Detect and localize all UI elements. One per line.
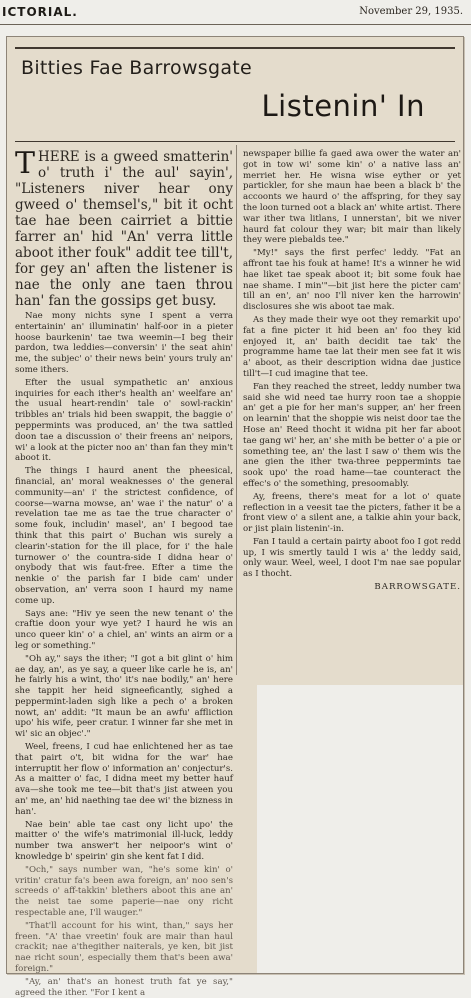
masthead — [0, 0, 471, 25]
paragraph: "Ay, an' that's an honest truth fat ye say," agreed the ither. "For I kent a — [15, 976, 233, 998]
paragraph: "That'll account for his wint, than," says her freen. "A' thae vreetin' fouk are mair than haul crackit; nae a'thegither naiterals, ye ken, bit jist nae richt soun', especially them that's been awa' foreign." — [15, 920, 233, 975]
paragraph: newspaper billie fa gaed awa ower the water an' got in tow wi' some kin' o' a native lass an' merriet her. He wisna wise eyther or yet partickler, for she maun hae been a black b' the accoonts we haurd o' the affspring, for they say the loon turned oot a black an' white artist. There war ither twa litlans, I unnerstan', bit we niver haurd fat colour they war; bit mair than likely they were piebalds tee." — [243, 149, 461, 246]
paragraph: Says ane: "Hiv ye seen the new tenant o' the craftie doon your wye yet? I haurd he wis an unco queer kin' o' a chiel, an' wints an airm or a leg or something." — [15, 608, 233, 651]
section-name: ICTORIAL. — [2, 5, 78, 19]
paragraph: As they made their wye oot they remarkit upo' fat a fine picter it hid been an' foo they kid enjoyed it, an' baith decidit tae tak' the programme hame tae lat their men see fat it wis a' aboot, as their description widna dae justice till't—I cud imagine that tee. — [243, 314, 461, 379]
paragraph: The things I haurd anent the pheesical, financial, an' moral weaknesses o' the general community—an' i' the strictest confidence, of coorse—warna mowse, an' wae i' the natur' o' a revelation tae me as tae the true character o' some fouk, includin' masel', an' I begood tae think that this pairt o' Buchan wis surely a clearin'-station for the ill place, for i' the hale turnower o' the countra-side I didna hear o' onybody that wis faut-free. Efter a time the nenkie o' the parish far I bide cam' under observation, an' verra soon I haurd my name come up. — [15, 466, 233, 606]
article-kicker: Bitties Fae Barrowsgate — [21, 57, 253, 79]
column-divider — [236, 145, 237, 675]
column-right — [243, 149, 461, 677]
paragraph: Nae bein' able tae cast ony licht upo' the maitter o' the wife's matrimonial ill-luck, leddy number twa answer't her neipoor's wint o' knowledge b' speirin' gin she kent fat I did. — [15, 819, 233, 863]
column-left — [15, 146, 234, 998]
author-signature: BARROWSGATE. — [374, 582, 461, 593]
paragraph: "Och," says number wan, "he's some kin' o' vritin' cratur fa's been awa foreign, an' noo sen's screeds o' aff-takkin' blethers aboot this ane an' the neist tae some paperie—nae ony richt respectable ane, I'll wauger." — [15, 864, 233, 919]
paragraph: Fan I tauld a certain pairty aboot foo I got redd up, I wis smertly tauld I wis a' the leddy said, only waur. Weel, weel, I doot I'm nae sae popular as I thocht. — [243, 536, 461, 580]
paragraph: "Oh ay," says the ither; "I got a bit glint o' him ae day, an', as ye say, a queer like carle he is, an' he fairly his a wint, tho' it's nae bodily," an' here she tappit her heid signeeficantly, sighed a peppermint-laden sigh like a pech o' a broken nowt, an' addit: "It maun be an awfu' affliction upo' his wife, peer cratur. I winner far she met in wi' sic an objec'." — [15, 653, 233, 740]
lead-text: HERE is a gweed smatterin' o' truth i' the aul' sayin', "Listeners niver hear ony gweed o' themsel's," bit it ocht tae hae been cairriet a bittie farrer an' hid "An' verra little aboot ither fouk" addit tee till't, for gey an' aften the listener is nae the only ane taen throu han' fan the gossips get busy. — [15, 149, 233, 309]
clipping-cutout — [257, 685, 463, 973]
lead-paragraph — [15, 146, 233, 309]
title-box — [15, 47, 455, 142]
drop-cap: T — [15, 146, 36, 181]
paragraph: Nae mony nichts syne I spent a verra entertainin' an' illuminatin' half-oor in a pieter hoose baurkenin' tae twa weemin—I beg their pardon, twa leddies—conversin' i' the seat ahin' me, the subjec' o' their news bein' yours truly an' some ithers. — [15, 311, 233, 375]
paragraph: Weel, freens, I cud hae enlichtened her as tae that pairt o't, bit widna for the war' hae interruptit her flow o' information an' conjectur's. As a maitter o' fac, I didna meet my better hauf ava—she took me tee—bit that's jist atween you an' me, an' hid naething tae dee wi' the bizness in han'. — [15, 742, 234, 817]
paragraph: Ay, freens, there's meat for a lot o' quate reflection in a veesit tae the picters, father it be a front view o' a silent ane, a talkie ahin your back, or jist plain listenin'-in. — [243, 491, 461, 535]
article-headline: Listenin' In — [261, 89, 425, 123]
paragraph: Efter the usual sympathetic an' anxious inquiries for each ither's health an' weelfare an' the usual heart-rendin' tale o' sowl-rackin' tribbles an' trials hid been swappit, the baggie o' peppermints was produced, an' the twa sattled doon tae a discussion o' their freens an' neipors, wi' a look at the picter noo an' than fan they min't aboot it. — [15, 377, 233, 464]
issue-date: November 29, 1935. — [359, 6, 463, 17]
article-clipping — [6, 36, 464, 998]
paragraph: Fan they reached the street, leddy number twa said she wid need tae hurry roon tae a shoppie an' get a pie for her man's supper, an' her freen on learnin' that the shoppie wis neist door tae the Hose an' Reed thocht it widna pit her far aboot tae gang wi' her, an' she mith be better o' a pie or something tee, an' the last I saw o' them wis the ane gien the ither twa-three peppermints tae sook upo' the road hame—tae counteract the effec's o' the something, presoomably. — [243, 381, 461, 489]
paragraph: "My!" says the first perfec' leddy. "Fat an affront tae his fouk at hame! It's a winner he wid hae liket tae speak aboot it; bit some fouk hae nae shame. I min'"—bit jist here the picter cam' till an en', an' noo I'll niver ken the harrowin' disclosures she wis aboot tae mak. — [243, 248, 461, 313]
